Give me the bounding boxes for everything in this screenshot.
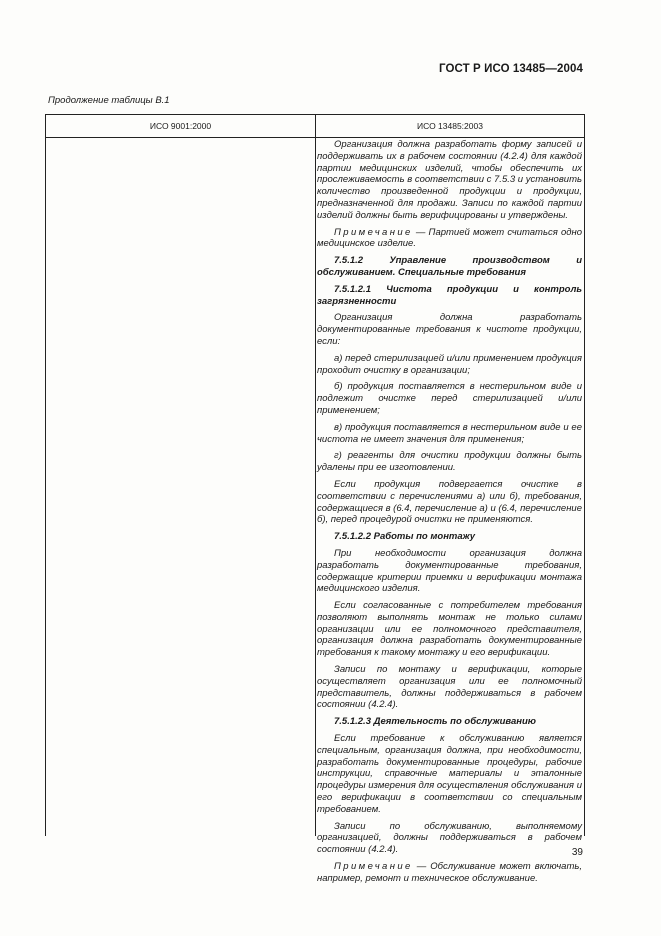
paragraph: Организация должна разработать документированные требования к чистоте продукции, если: (317, 312, 582, 347)
document-id: ГОСТ Р ИСО 13485—2004 (438, 63, 583, 75)
list-item: в) продукция поставляется в нестерильном виде и ее чистота не имеет значения для применения; (317, 421, 582, 445)
column-header-iso13485: ИСО 13485:2003 (417, 121, 483, 131)
note-text: — Обслуживание может включать, например, ремонт и техническое обслуживание. (317, 861, 582, 884)
paragraph: Организация должна разработать форму записей и поддерживать их в рабочем состоянии (4.2.4) для каждой партии медицинских изделий, чтобы обеспечить их прослеживаемость в соответствии с 7.5.3 и установить количество произведенной продукции и продукции, предназначенной для продажи. Записи по каждой партии изделий должны быть верифицированы и утверждены. (317, 139, 582, 221)
paragraph: Если продукция подвергается очистке в соответствии с перечислениями а) или б), требования, содержащиеся в (6.4, перечисление а) и (6.4, перечисление б), перед процедурой очистки не применяются. (317, 478, 582, 526)
note-paragraph (317, 861, 582, 885)
column-divider (315, 115, 316, 836)
section-heading: 7.5.1.2.2 Работы по монтажу (334, 531, 476, 543)
note-paragraph (317, 227, 582, 251)
note-label: Примечание (334, 226, 413, 238)
table-caption: Продолжение таблицы В.1 (48, 95, 170, 106)
iso13485-column-body (317, 139, 582, 890)
column-header-iso9001: ИСО 9001:2000 (149, 121, 212, 131)
list-item: б) продукция поставляется в нестерильном виде и подлежит очистке перед стерилизацией и/или применением; (317, 381, 582, 416)
note-label: Примечание (334, 861, 413, 873)
list-item: а) перед стерилизацией и/или применением продукция проходит очистку в организации; (317, 352, 583, 376)
page-number: 39 (571, 847, 583, 858)
paragraph: Записи по обслуживанию, выполняемому организацией, должны поддерживаться в рабочем состоянии (4.2.4). (317, 820, 582, 856)
section-heading: 7.5.1.2.1 Чистота продукции и контроль загрязненности (317, 283, 582, 307)
paragraph: Если согласованные с потребителем требования позволяют выполнять монтаж не только силами организации или ее полномочного представителя, организация должна разработать документированные требования к такому монтажу и его верификации. (317, 600, 582, 659)
paragraph: Если требование к обслуживанию является специальным, организация должна, при необходимости, разработать документированные процедуры, рабочие инструкции, справочные материалы и эталонные процедуры измерения для осуществления обслуживания и его верификации в соответствии со специальным требованием. (317, 733, 582, 815)
note-text: — Партией может считаться одно медицинское изделие. (317, 226, 582, 250)
section-heading: 7.5.1.2 Управление производством и обслуживанием. Специальные требования (317, 255, 582, 278)
list-item: г) реагенты для очистки продукции должны быть удалены при ее изготовлении. (317, 450, 582, 474)
section-heading: 7.5.1.2.3 Деятельность по обслуживанию (334, 716, 537, 728)
paragraph: Записи по монтажу и верификации, которые осуществляет организация или ее полномочный представитель, должны поддерживаться в рабочем состоянии (4.2.4). (317, 664, 582, 711)
paragraph: При необходимости организация должна разработать документированные требования, содержащие критерии приемки и верификации монтажа медицинского изделия. (317, 547, 582, 595)
